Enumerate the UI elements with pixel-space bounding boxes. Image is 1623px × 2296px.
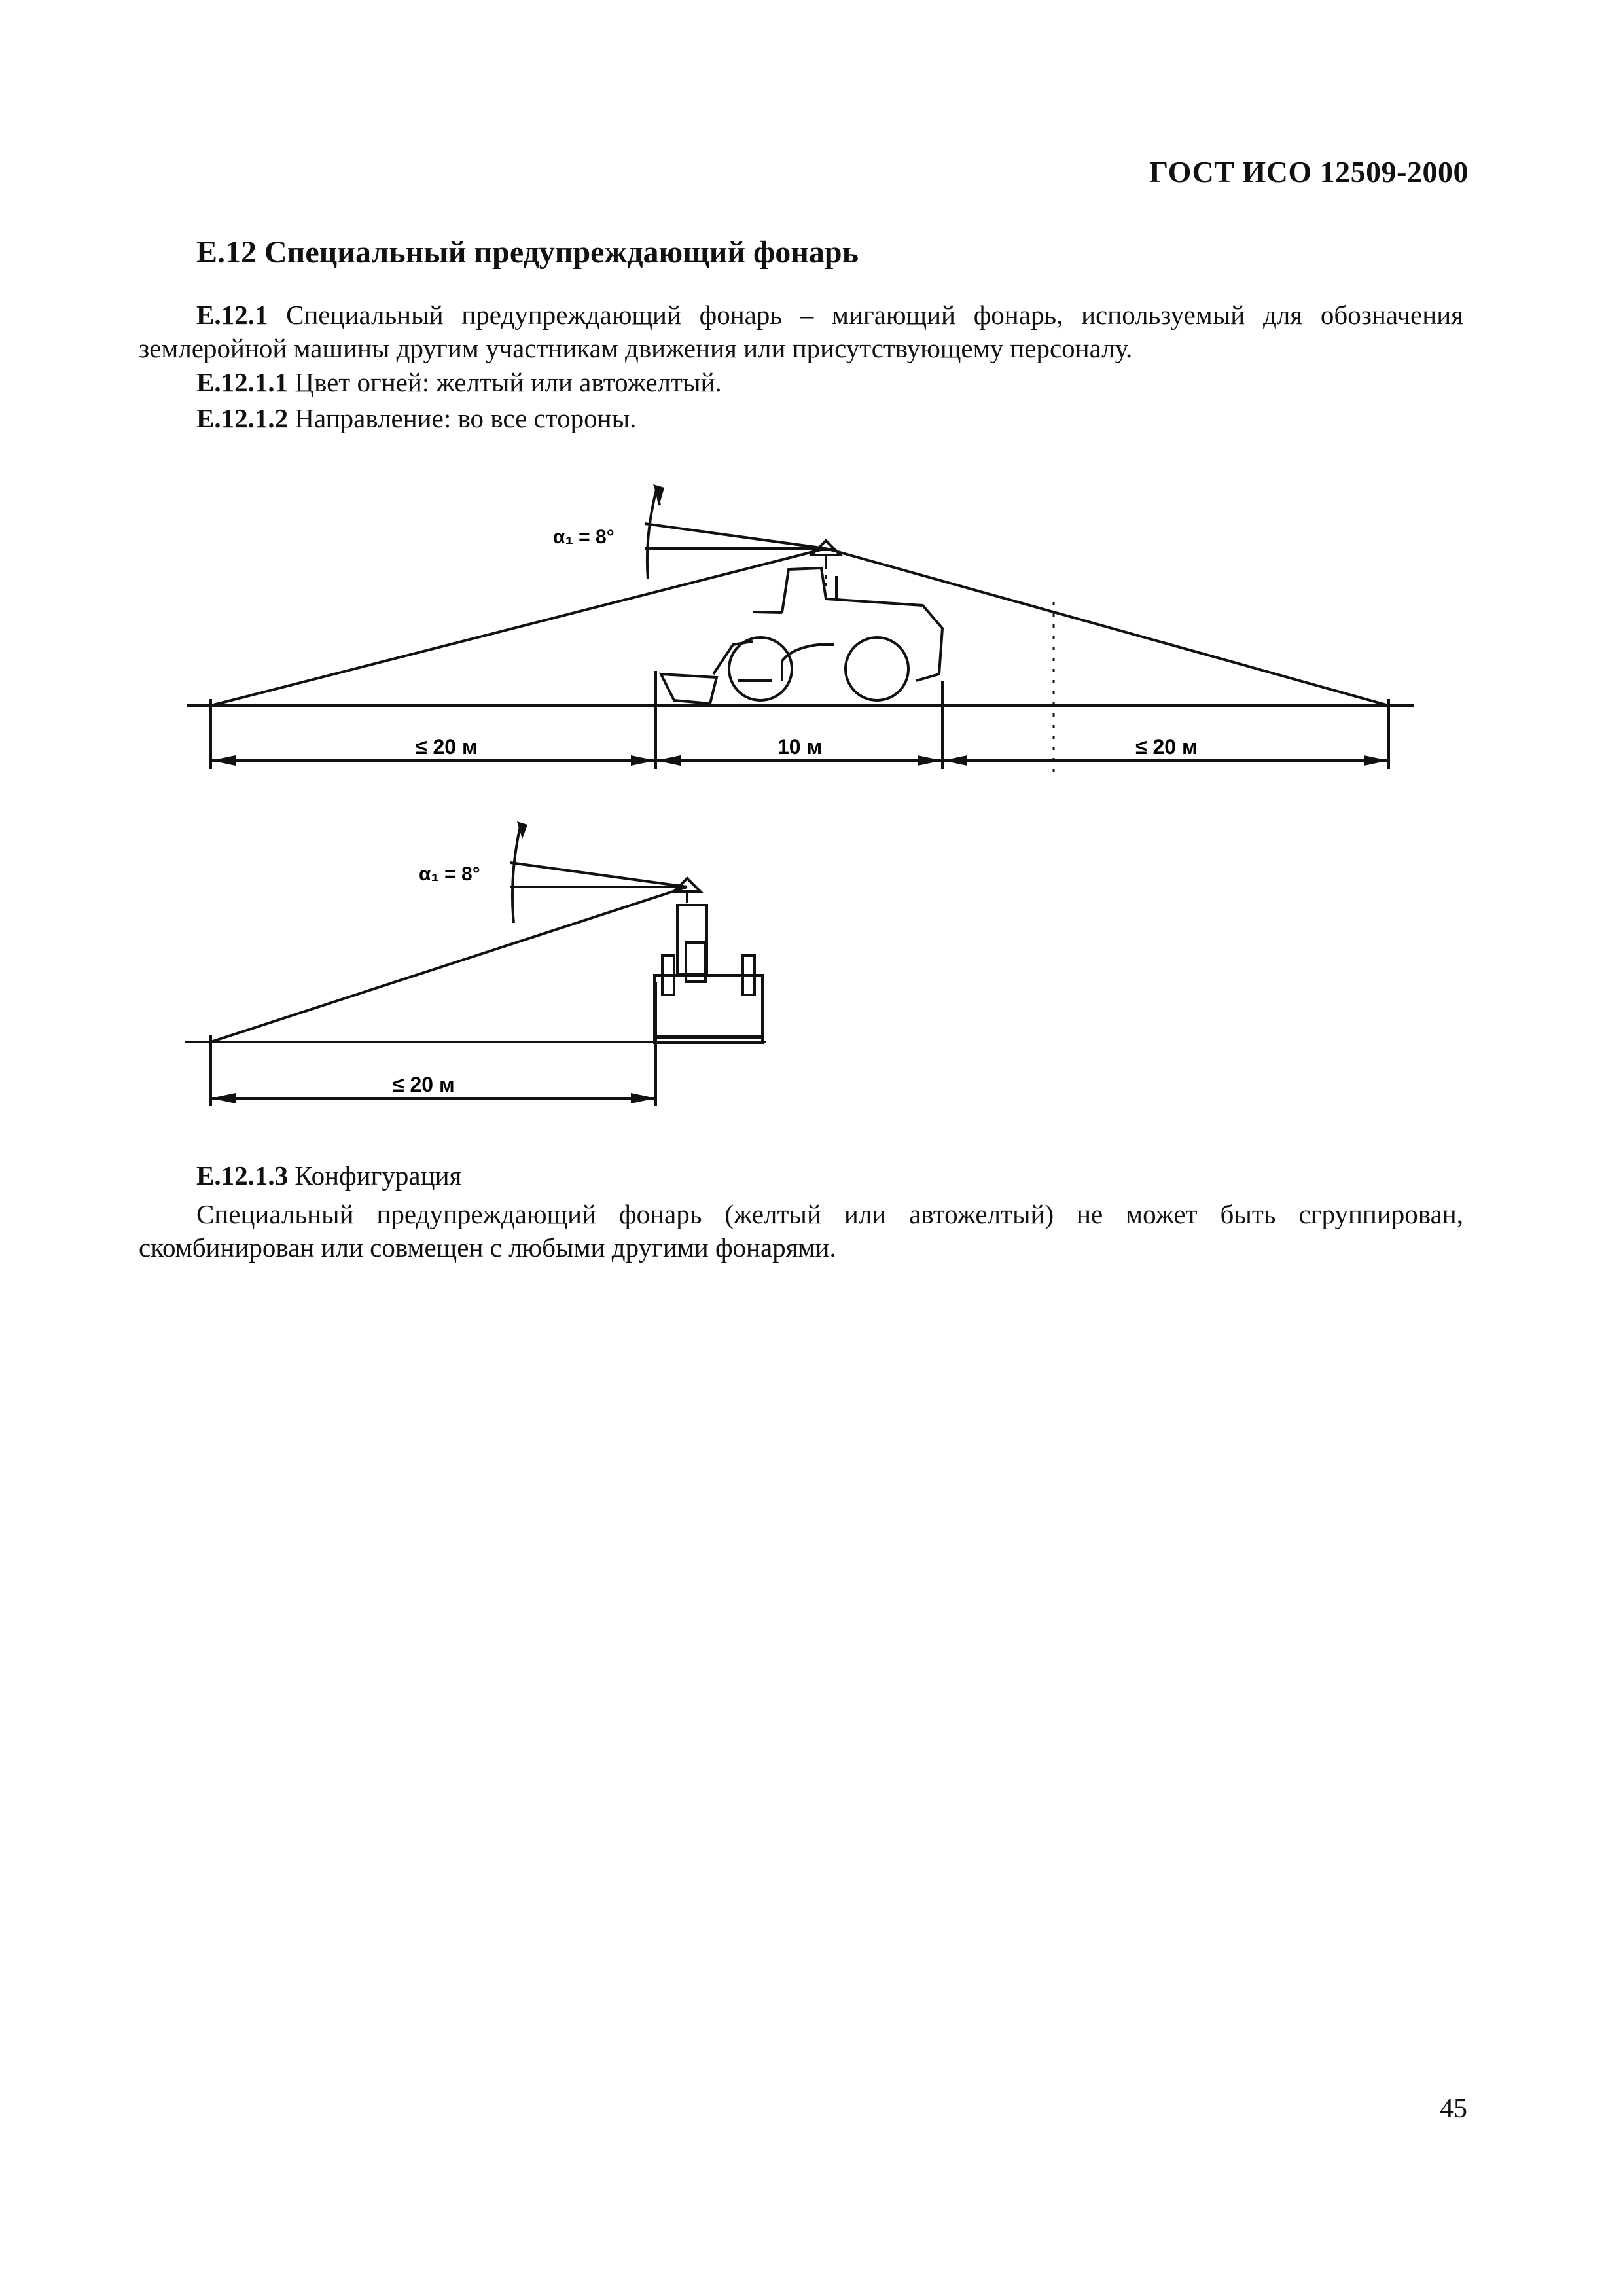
angle-ray-upper (645, 524, 826, 548)
clause-text: Направление: во все стороны. (288, 403, 637, 433)
section-title: Е.12 Специальный предупреждающий фонарь (196, 235, 859, 270)
clause-label: Е.12.1.1 (196, 367, 289, 397)
vehicle-bucket (661, 674, 717, 704)
beam-line-left (211, 548, 826, 706)
clause-text: Специальный предупреждающий фонарь – мигающий фонарь, используемый для обозначения землеройной машины другим участникам движения или присутствующему персоналу. (139, 300, 1463, 363)
vehicle-rear-body (654, 975, 762, 1037)
angle-arc-bottom (512, 826, 520, 923)
top-dim-left-label: ≤ 20 м (416, 735, 478, 759)
document-code: ГОСТ ИСО 12509-2000 (1149, 155, 1469, 188)
angle-arc (647, 490, 656, 579)
paragraph-e-12-1-3 (196, 1160, 461, 1191)
top-dim-right-label: ≤ 20 м (1135, 735, 1198, 759)
clause-label: Е.12.1.2 (196, 403, 289, 433)
bottom-dim-label: ≤ 20 м (393, 1073, 455, 1096)
clause-label: Е.12.1.3 (196, 1160, 289, 1191)
paragraph-configuration-text: Специальный предупреждающий фонарь (желтый или автожелтый) не может быть сгруппирован, скомбинирован или совмещен с любыми другими фонарями. (139, 1199, 1463, 1263)
vehicle-rear-cab (677, 905, 707, 974)
bottom-angle-label: α₁ = 8° (419, 863, 480, 885)
vehicle-wheel-rear (846, 637, 908, 700)
top-angle-label: α₁ = 8° (553, 526, 615, 548)
page-number: 45 (1440, 2094, 1467, 2124)
clause-text: Конфигурация (288, 1160, 462, 1191)
clause-label: Е.12.1 (196, 300, 268, 330)
clause-text: Цвет огней: желтый или автожелтый. (288, 367, 722, 397)
beam-line-right (826, 548, 1389, 706)
top-dim-middle-label: 10 м (777, 735, 823, 759)
beam-line-bottom (211, 887, 687, 1042)
vehicle-body (782, 568, 942, 681)
